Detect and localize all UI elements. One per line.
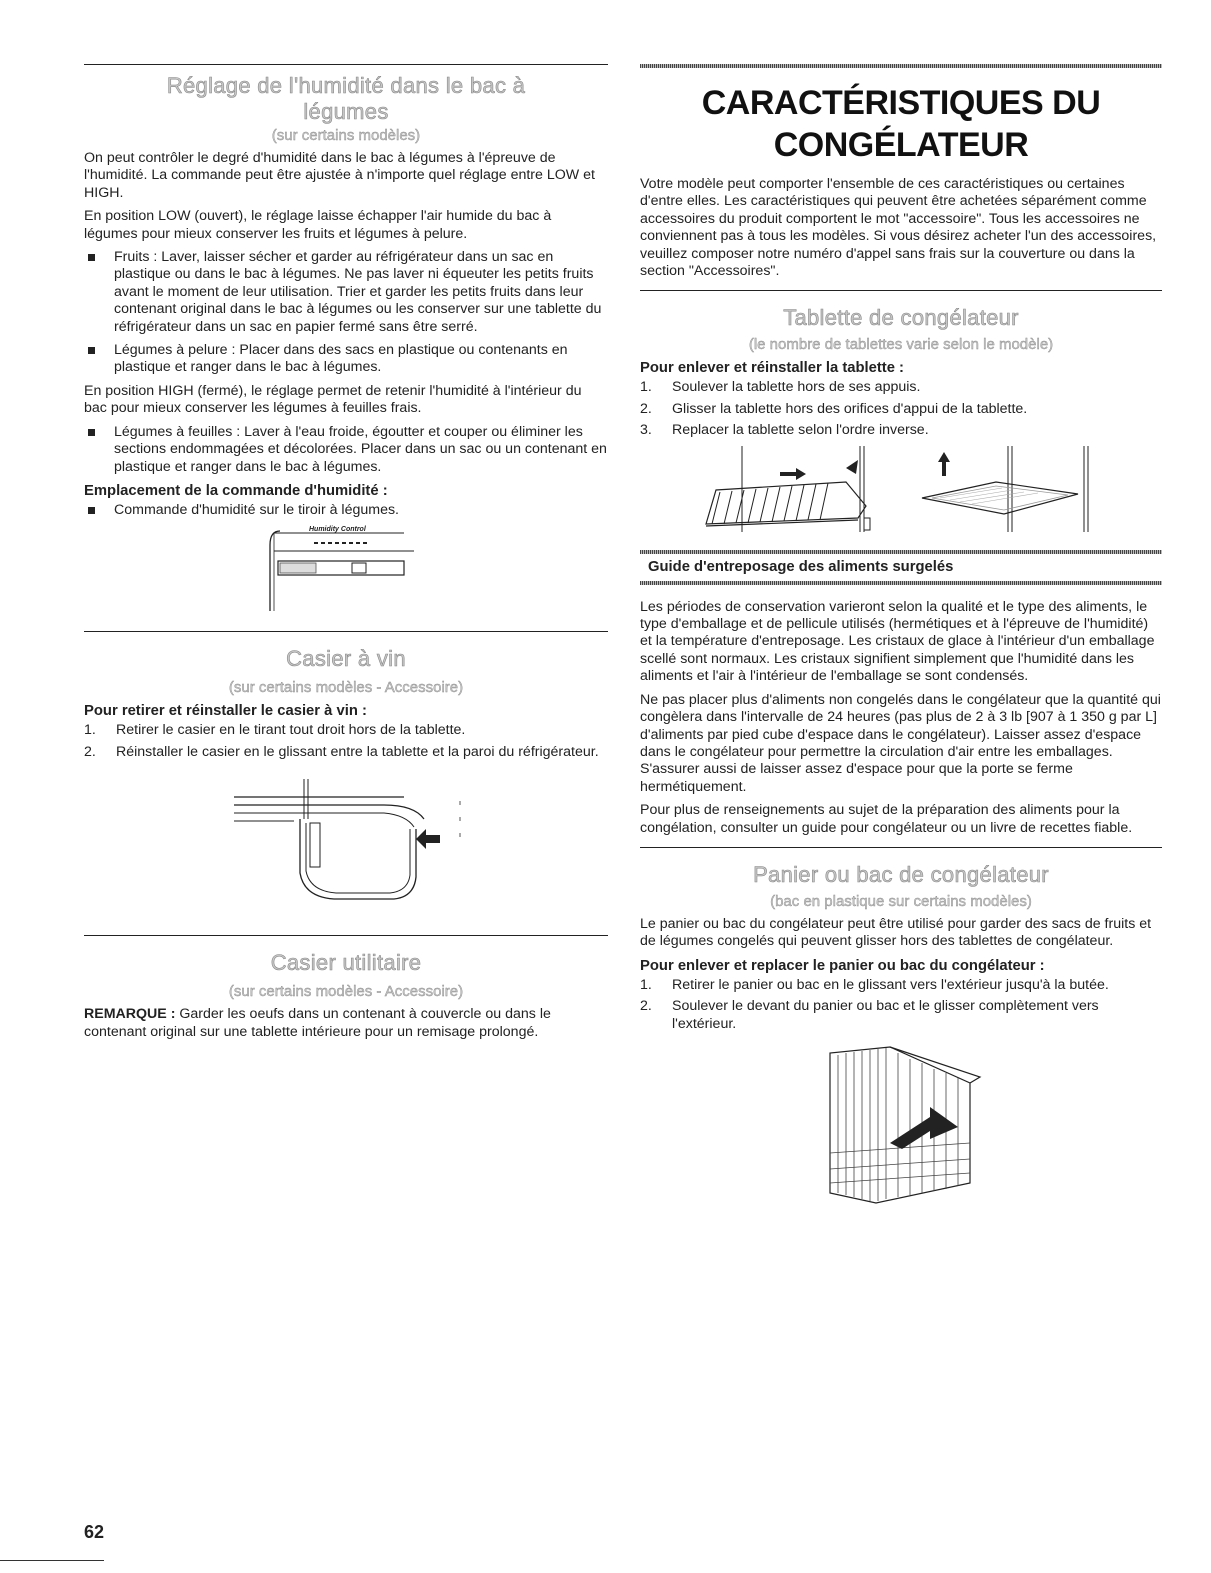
note-label: REMARQUE : <box>84 1006 176 1023</box>
list-item: 1. Soulever la tablette hors de ses appuis. <box>640 379 921 396</box>
list-item: 3. Replacer la tablette selon l'ordre inverse. <box>640 422 929 439</box>
humidity-paragraph-2: En position LOW (ouvert), le réglage laisse échapper l'air humide du bac à légumes pour mieux conserver les fruits et légumes à pelure. <box>84 208 552 242</box>
freezer-basket-illustration <box>640 1043 1162 1213</box>
humidity-control-label: Humidity Control <box>309 526 366 534</box>
humidity-title: Réglage de l'humidité dans le bac à légumes <box>166 73 526 124</box>
control-location-heading: Emplacement de la commande d'humidité : <box>84 482 388 499</box>
section-rule <box>640 847 1162 848</box>
section-rule <box>84 935 608 936</box>
list-item: Commande d'humidité sur le tiroir à légumes. <box>84 502 608 519</box>
guide-paragraph-2: Ne pas placer plus d'aliments non congelés dans le congélateur que la quantité qui congèlera dans l'intervalle de 24 heures (pas plus de 2 à 3 lb [907 à 1 350 g par L] d'aliments par pied cube d'espace dans le congélateur). Laisser assez d'espace dans le congélateur pour permettre la circulation d'air entre les emballages. S'assurer aussi de laisser assez d'espace pour que la porte se ferme hermétiquement. <box>640 691 1161 795</box>
list-item: 2. Soulever le devant du panier ou bac et le glisser complètement vers l'extérieur. <box>640 998 1099 1032</box>
wine-rack-title: Casier à vin <box>286 646 406 672</box>
right-column <box>640 64 1162 1213</box>
freezer-basket-section <box>640 862 1162 1213</box>
list-item: 2. Réinstaller le casier en le glissant entre la tablette et la paroi du réfrigérateur. <box>84 743 599 760</box>
wine-rack-section <box>84 646 608 917</box>
list-item: 1. Retirer le panier ou bac en le glissant vers l'extérieur jusqu'à la butée. <box>640 976 1109 993</box>
guide-paragraph-1: Les périodes de conservation varieront selon la qualité et le type des aliments, le type d'emballage et de pellicule utilisés (hermétiques et à l'épreuve de l'humidité) et la température d'entreposage. Les cristaux de glace à l'intérieur d'un emballage scellé sont normaux. Les cristaux signifient simplement que l'humidité dans les aliments et l'air à l'intérieur de l'emballage se sont condensés. <box>640 598 1155 685</box>
freezer-basket-title: Panier ou bac de congélateur <box>753 861 1049 887</box>
frozen-food-guide-section <box>640 599 1162 837</box>
freezer-shelf-steps <box>640 379 1162 439</box>
utility-bin-subtitle: (sur certains modèles - Accessoire) <box>228 983 464 1001</box>
list-item: Légumes à pelure : Placer dans des sacs en plastique ou contenants en plastique et ranger dans le bac à légumes. <box>84 342 608 377</box>
section-rule <box>640 64 1162 68</box>
humidity-section <box>84 73 608 621</box>
freezer-shelf-subtitle: (le nombre de tablettes varie selon le modèle) <box>748 336 1054 354</box>
section-rule <box>640 581 1162 585</box>
freezer-shelf-illustration <box>640 446 1162 540</box>
freezer-basket-steps <box>640 977 1162 1033</box>
section-rule <box>84 64 608 65</box>
footer-rule <box>0 1560 104 1561</box>
guide-paragraph-3: Pour plus de renseignements au sujet de la préparation des aliments pour la congélation, consulter un guide pour congélateur ou un livre de recettes fiable. <box>640 802 1133 836</box>
list-item: 1. Retirer le casier en le tirant tout droit hors de la tablette. <box>84 722 466 739</box>
freezer-basket-subtitle: (bac en plastique sur certains modèles) <box>770 892 1032 910</box>
left-column <box>84 64 608 1047</box>
section-rule <box>640 290 1162 291</box>
humidity-paragraph-1: On peut contrôler le degré d'humidité dans le bac à légumes à l'épreuve de l'humidité. La commande peut être ajustée à n'importe quel réglage entre LOW et HIGH. <box>84 150 595 201</box>
freezer-intro: Votre modèle peut comporter l'ensemble de ces caractéristiques ou certaines d'entre elles. Les caractéristiques qui peuvent être achetées séparément comme accessoires du produit comportent le mot "accessoire". Tous les accessoires ne conviennent pas à tous les modèles. Si vous désirez acheter l'un des accessoires, veuillez composer notre numéro d'appel sans frais sur la couverture ou dans la section "Accessoires". <box>640 176 1157 280</box>
freezer-shelf-section <box>640 305 1162 539</box>
wine-rack-heading: Pour retirer et réinstaller le casier à vin : <box>84 703 367 720</box>
freezer-basket-heading: Pour enlever et replacer le panier ou bac du congélateur : <box>640 957 1045 974</box>
utility-bin-note: REMARQUE : Garder les oeufs dans un contenant à couvercle ou dans le contenant original sur une tablette intérieure pour un remisage prolongé. <box>84 1006 551 1040</box>
page-number: 62 <box>84 1522 105 1542</box>
freezer-shelf-heading: Pour enlever et réinstaller la tablette : <box>640 360 904 377</box>
utility-bin-section <box>84 950 608 1041</box>
wine-rack-subtitle: (sur certains modèles - Accessoire) <box>228 679 464 697</box>
list-item: Légumes à feuilles : Laver à l'eau froide, égoutter et couper ou éliminer les sections endommagées et décolorées. Placer dans un sac ou un contenant en plastique et ranger dans le bac à légumes. <box>84 424 608 476</box>
section-rule <box>84 631 608 632</box>
humidity-paragraph-3: En position HIGH (fermé), le réglage permet de retenir l'humidité à l'intérieur du bac pour mieux conserver les légumes à feuilles frais. <box>84 382 582 417</box>
freezer-features-title: CARACTÉRISTIQUES DU CONGÉLATEUR <box>701 84 1101 164</box>
basket-paragraph: Le panier ou bac du congélateur peut être utilisé pour garder des sacs de fruits et de légumes congelés qui peuvent glisser hors des tablettes de congélateur. <box>640 915 1152 950</box>
list-item: 2. Glisser la tablette hors des orifices d'appui de la tablette. <box>640 400 1028 417</box>
humidity-subtitle: (sur certains modèles) <box>271 127 421 144</box>
control-location-list <box>84 502 608 519</box>
wine-rack-steps <box>84 722 608 761</box>
frozen-food-guide-heading: Guide d'entreposage des aliments surgelés <box>648 558 954 575</box>
utility-bin-title: Casier utilitaire <box>270 950 422 976</box>
list-item: Fruits : Laver, laisser sécher et garder au réfrigérateur dans un sac en plastique ou dans le bac à légumes. Ne pas laver ni équeuter les petits fruits avant le moment de leur utilisation. Trier et garder les petits fruits dans leur contenant original dans le bac à légumes ou les conserver sur une tablette du réfrigérateur dans un sac en papier fermé sans être serré. <box>84 249 608 336</box>
low-setting-list <box>84 249 608 377</box>
freezer-shelf-title: Tablette de congélateur <box>783 305 1019 331</box>
humidity-control-illustration <box>84 525 608 621</box>
wine-rack-illustration <box>84 767 608 917</box>
high-setting-list <box>84 424 608 476</box>
